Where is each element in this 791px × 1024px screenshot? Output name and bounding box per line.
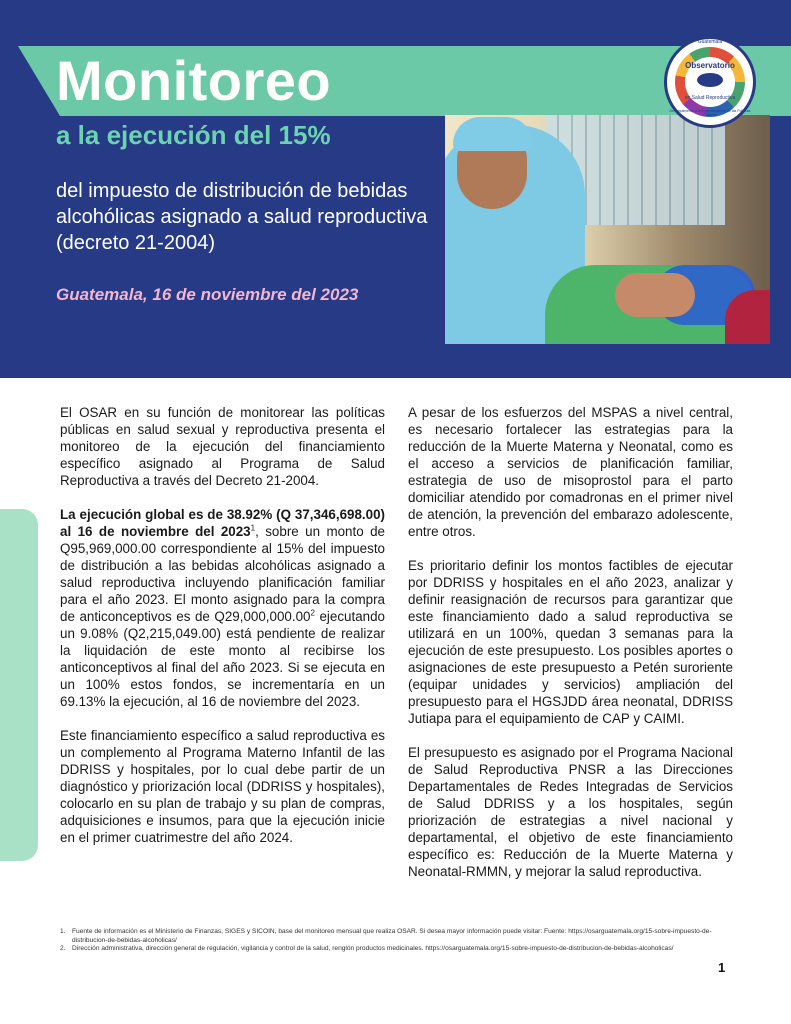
newborn-figure [615, 273, 695, 317]
intro-paragraph: El OSAR en su función de monitorear las políticas públicas en salud sexual y reproductiva presenta el monitoreo de la ejecución del financiamiento específico asignado al Programa de Salud Reproductiva a través del Decreto 21-2004. [60, 405, 385, 488]
footnote-ref-1: 1 [250, 523, 256, 533]
budget-paragraph: El presupuesto es asignado por el Programa Nacional de Salud Reproductiva PNSR a las Direcciones Departamentales de Redes Integradas de Servicios de Salud DDRISS y a los hospitales, según priorización de estrategias a nivel nacional y departamental, el objetivo de este financiamiento específico es: Reducción de la Muerte Materna y Neonatal-RMMN, y mejorar la salud reproductiva. [408, 745, 733, 879]
footnote-ref-2: 2 [310, 608, 315, 618]
header-banner [0, 0, 791, 378]
page-title: Monitoreo [56, 49, 332, 112]
priority-paragraph: Es prioritario definir los montos factibles de ejecutar por DDRISS y hospitales en el año 2023, analizar y definir reasignación de recursos para garantizar que este financiamiento dado a salud reproductiva se utilizará en un 100%, quedan 3 semanas para la ejecución de este presupuesto. Los posibles aportes o asignaciones de este presupuesto a Petén suroriente (equipar unidades y servicios) ampliación del presupuesto para el HGSJDD área neonatal, DDRISS Jutiapa para el equipamiento de CAP y CAIMI. [408, 558, 733, 726]
page-description: del impuesto de distribución de bebidas alcohólicas asignado a salud reproductiva (decreto 21-2004) [56, 180, 428, 254]
footnote-2: 2. Dirección administrativa, dirección general de regulación, vigilancia y control de la salud, renglón productos medicinales. https://osarguatemala.org/15-sobre-impuesto-de-distribucion-de-bebidas-alcoholicas/ [60, 945, 674, 953]
footnote-1: 1. Fuente de información es el Ministerio de Finanzas, SIGES y SICOIN, base del monitoreo mensual que realiza OSAR. Si desea mayor información puede visitar: Fuente: https://osarguatemala.org/15-sobre-impuesto-de-distribucion-de-bebidas-alcoholicas/ [60, 928, 712, 944]
right-column [408, 404, 733, 897]
side-accent-tab [0, 509, 38, 861]
page-subtitle: a la ejecución del 15% [56, 120, 331, 150]
report-date: Guatemala, 16 de noviembre del 2023 [56, 285, 359, 304]
cover-photo [445, 115, 770, 344]
strategies-paragraph: A pesar de los esfuerzos del MSPAS a nivel central, es necesario fortalecer las estrategias para la reducción de la Muerte Materna y Neonatal, como es el acceso a servicios de planificación familiar, estrategia de uso de misoprostol para el parto domiciliar atendido por comadronas en el primer nivel de atención, la prevención del embarazo adolescente, entre otros. [408, 405, 733, 539]
execution-highlight: La ejecución global es de 38.92% (Q 37,346,698.00) al 16 de noviembre del 2023 [60, 507, 385, 539]
financing-paragraph: Este financiamiento específico a salud reproductiva es un complemento al Programa Materno Infantil de las DDRISS y hospitales, por lo cual debe partir de un diagnóstico y priorización local (DDRISS y hospitales), colocarlo en su plan de trabajo y su plan de compras, adquisiciones e insumos, para que la ejecución inicie en el primer cuatrimestre del año 2024. [60, 728, 385, 845]
osar-logo: Guatemala Observatorio en Salud Reproductiva De seguimiento a la implementación de las Políticas Públicas [664, 36, 756, 128]
execution-paragraph: La ejecución global es de 38.92% (Q 37,346,698.00) al 16 de noviembre del 2023$^1$, sobre un monto de Q95,969,000.00 correspondiente al 15% del impuesto de distribución a las bebidas alcohólicas asignado a salud reproductiva incluyendo planificación familiar para el año 2023. El monto asignado para la compra de anticonceptivos es de Q29,000,000.00$^2$ ejecutando un 9.08% (Q2,215,049.00) está pendiente de realizar la liquidación de este monto al recibirse los anticonceptivos al final del año 2023. Si se ejecuta en un 100% estos fondos, se incrementaría en un 69.13% la ejecución, al 16 de noviembre del 2023. [60, 507, 385, 709]
page-number: 1 [718, 960, 726, 975]
eye-icon [697, 73, 723, 87]
left-column [60, 404, 385, 863]
footnotes [60, 928, 730, 954]
